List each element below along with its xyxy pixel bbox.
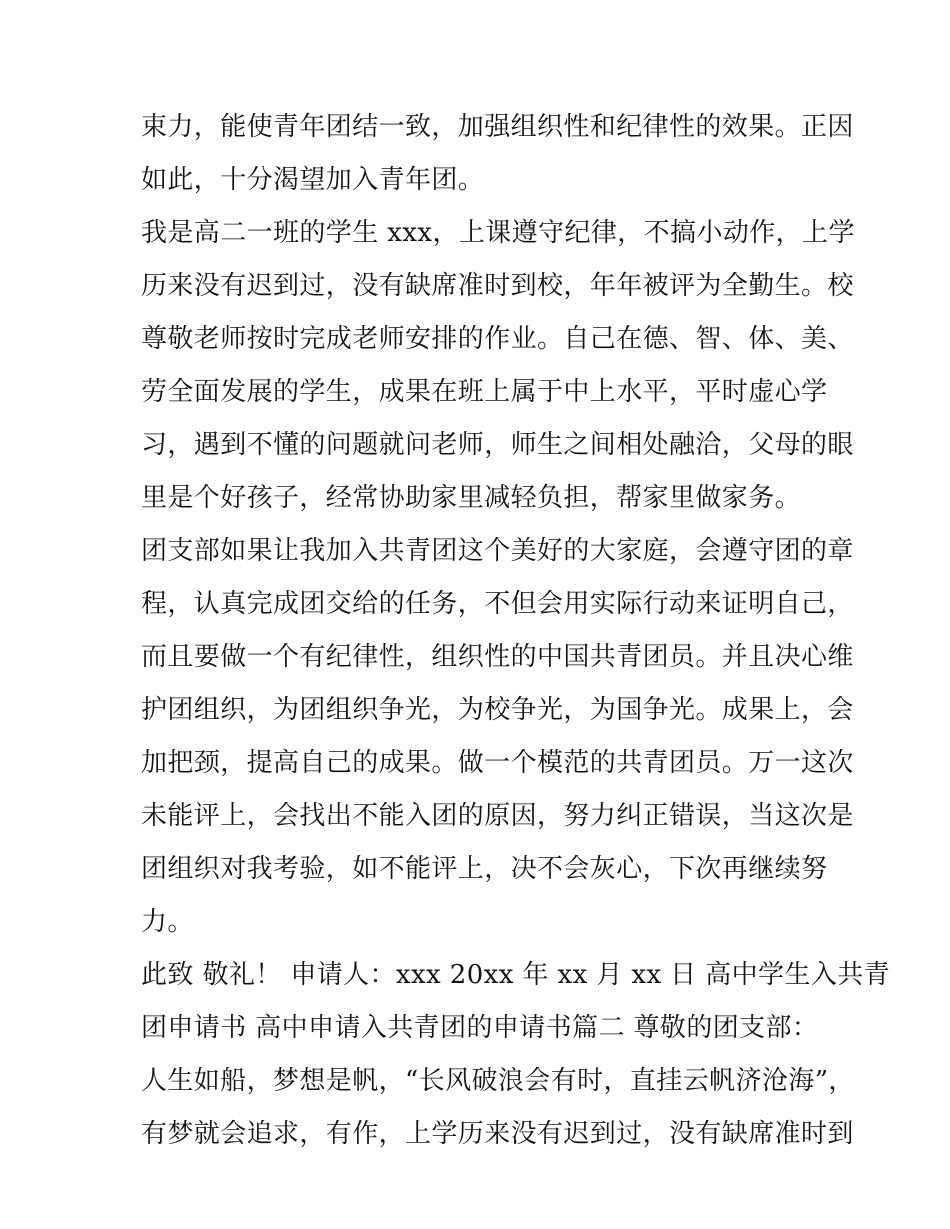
text-line: 程，认真完成团交给的任务，不但会用实际行动来证明自己， — [141, 589, 854, 619]
text-line: 力。 — [141, 907, 194, 937]
text-line: 束力，能使青年团结一致，加强组织性和纪律性的效果。正因 — [141, 112, 854, 142]
text-line: 而且要做一个有纪律性，组织性的中国共青团员。并且决心维 — [141, 642, 854, 672]
text-line: 如此，十分渴望加入青年团。 — [141, 165, 485, 195]
text-line: 劳全面发展的学生，成果在班上属于中上水平，平时虚心学 — [141, 377, 828, 407]
text-line: 里是个好孩子，经常协助家里减轻负担，帮家里做家务。 — [141, 483, 802, 513]
text-line: 尊敬老师按时完成老师安排的作业。自己在德、智、体、美、 — [141, 324, 854, 354]
text-line: 未能评上，会找出不能入团的原因，努力纠正错误，当这次是 — [141, 801, 854, 831]
text-line: 团申请书 高中申请入共青团的申请书篇二 尊敬的团支部： — [141, 1013, 819, 1043]
text-line: 我是高二一班的学生 xxx，上课遵守纪律，不搞小动作，上学 — [141, 218, 855, 248]
text-line: 团支部如果让我加入共青团这个美好的大家庭，会遵守团的章 — [141, 536, 854, 566]
text-line: 加把颈，提高自己的成果。做一个模范的共青团员。万一这次 — [141, 748, 854, 778]
text-line: 历来没有迟到过，没有缺席准时到校，年年被评为全勤生。校 — [141, 271, 854, 301]
text-line: 护团组织，为团组织争光，为校争光，为国争光。成果上，会 — [141, 695, 854, 725]
text-line: 人生如船，梦想是帆，“长风破浪会有时，直挂云帆济沧海”， — [141, 1066, 855, 1096]
text-line: 有梦就会追求，有作，上学历来没有迟到过，没有缺席准时到 — [141, 1119, 854, 1149]
text-line: 此致 敬礼！ 申请人：xxx 20xx 年 xx 月 xx 日 高中学生入共青 — [141, 960, 891, 990]
text-line: 团组织对我考验，如不能评上，决不会灰心，下次再继续努 — [141, 854, 828, 884]
text-line: 习，遇到不懂的问题就问老师，师生之间相处融洽，父母的眼 — [141, 430, 854, 460]
